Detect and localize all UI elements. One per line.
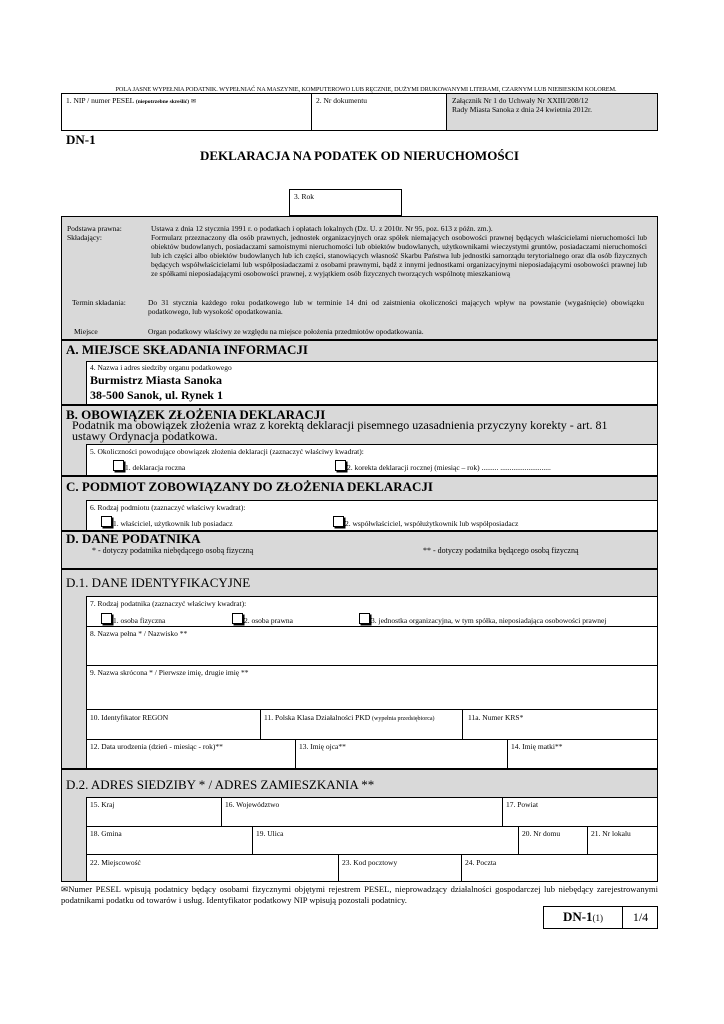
municipality-label: 18. Gmina [90, 829, 122, 838]
pkd-note: (wypełnia przedsiębiorca) [372, 716, 435, 722]
entity-type-field [86, 500, 658, 531]
section-d1-title: D.1. DANE IDENTYFIKACYJNE [66, 575, 251, 590]
birth-date-label: 12. Data urodzenia (dzień - miesiąc - rok)** [90, 742, 223, 751]
tax-office-label: 4. Nazwa i adres siedziby organu podatkowego [90, 363, 232, 372]
section-d2-title: D.2. ADRES SIEDZIBY * / ADRES ZAMIESZKANIA ** [66, 777, 375, 792]
section-b-note-line2: ustawy Ordynacja podatkowa. [72, 429, 218, 443]
section-c-title: C. PODMIOT ZOBOWIĄZANY DO ZŁOŻENIA DEKLARACJI [66, 479, 433, 494]
voivodeship-field[interactable] [221, 797, 503, 827]
father-name-field[interactable] [295, 739, 508, 769]
postal-code-field[interactable] [338, 854, 462, 882]
short-name-label: 9. Nazwa skrócona * / Pierwsze imię, drugie imię ** [90, 668, 249, 677]
option-organizational-unit[interactable]: 3. jednostka organizacyjna, w tym spółka, nieposiadająca osobowości prawnej [359, 613, 606, 626]
deadline-label: Termin składania: [72, 298, 126, 307]
option-correction[interactable]: 2. korekta deklaracji rocznej (miesiąc – rok) ......... ........................... [335, 460, 551, 473]
tax-office-field [86, 361, 658, 405]
section-d-title: D. DANE PODATNIKA [66, 531, 201, 546]
krs-field[interactable] [462, 709, 658, 740]
nip-field[interactable] [61, 93, 312, 131]
tax-office-address: 38-500 Sanok, ul. Rynek 1 [90, 388, 223, 402]
entity-type-label: 6. Rodzaj podmiotu (zaznaczyć właściwy kwadrat): [90, 503, 246, 512]
locality-field[interactable] [86, 854, 339, 882]
full-name-field[interactable] [86, 626, 658, 666]
checkbox-icon[interactable] [335, 460, 346, 471]
postal-code-label: 23. Kod pocztowy [342, 858, 398, 867]
footer-code-box [543, 906, 658, 929]
checkbox-icon[interactable] [101, 516, 112, 527]
nip-label: 1. NIP / numer PESEL [66, 96, 134, 105]
krs-label: 11a. Numer KRS* [468, 713, 524, 722]
checkbox-icon[interactable] [359, 613, 370, 624]
footer-code-suffix: (1) [592, 913, 604, 923]
place-label: Miejsce [74, 327, 98, 336]
short-name-field[interactable] [86, 665, 658, 710]
footnote: ✉Numer PESEL wpisują podatnicy będący osobami fizycznymi objętymi rejestrem PESEL, nieprowadzący działalności gospodarczej lub niebędący zarejestrowanymi podatnikami podatku od towarów i usług. Identyfikator podatkowy NIP wpisują pozostali podatnicy. [61, 884, 658, 905]
doc-number-field[interactable] [311, 93, 447, 131]
regon-label: 10. Identyfikator REGON [90, 713, 169, 722]
mother-name-field[interactable] [507, 739, 658, 769]
voivodeship-label: 16. Województwo [225, 800, 280, 809]
tax-office-name: Burmistrz Miasta Sanoka [90, 373, 222, 387]
section-b-title: B. OBOWIĄZEK ZŁOŻENIA DEKLARACJI [66, 407, 326, 422]
county-label: 17. Powiat [506, 800, 539, 809]
page-number: 1/4 [632, 910, 649, 924]
full-name-label: 8. Nazwa pełna * / Nazwisko ** [90, 629, 188, 638]
declaration-reason-label: 5. Okoliczności powodujące obowiązek złożenia deklaracji (zaznaczyć właściwy kwadrat): [90, 447, 364, 456]
taxpayer-type-field [86, 596, 658, 627]
filer-label: Składający: [67, 233, 102, 242]
basis-label: Podstawa prawna: [67, 224, 122, 233]
envelope-icon: ✉ [190, 99, 196, 105]
option-owner[interactable]: 1. właściciel, użytkownik lub posiadacz [101, 516, 233, 529]
footer-form-code: DN-1 [562, 909, 593, 924]
section-d-note-legal: * - dotyczy podatnika niebędącego osobą fizyczną [92, 546, 254, 555]
checkbox-icon[interactable] [101, 613, 112, 624]
pkd-field[interactable] [260, 709, 463, 740]
year-label: 3. Rok [294, 192, 315, 201]
footer-divider [622, 907, 623, 928]
section-d-note-natural: ** - dotyczy podatnika będącego osobą fizyczną [423, 546, 579, 555]
pkd-label: 11. Polska Klasa Działalności PKD [264, 713, 371, 722]
section-a-title: A. MIEJSCE SKŁADANIA INFORMACJI [66, 342, 308, 357]
street-label: 19. Ulica [256, 829, 284, 838]
option-co-owner[interactable]: 2. współwłaściciel, współużytkownik lub współposiadacz [333, 516, 518, 529]
year-field[interactable] [289, 189, 402, 216]
deadline-text: Do 31 stycznia każdego roku podatkowego lub w terminie 14 dni od zaistnienia okoliczności mających wpływ na powstanie (wygaśnięcie) obowiązku podatkowego, lub wysokość opodatkowania. [148, 298, 644, 316]
checkbox-icon[interactable] [232, 613, 243, 624]
post-office-field[interactable] [461, 854, 658, 882]
house-number-field[interactable] [518, 826, 588, 855]
checkbox-icon[interactable] [333, 516, 344, 527]
filer-text: Formularz przeznaczony dla osób prawnych, jednostek organizacyjnych oraz spółek niemających osobowości prawnej będących właścicielami nieruchomości lub obiektów budowlanych, posiadaczami samoistnymi nieruchomości lub obiektów budowlanych, użytkownikami wieczystymi gruntów, posiadaczami nieruchomości lub ich części albo obiektów budowlanych lub ich części, stanowiących własność Skarbu Państwa lub jednostki samorządu terytorialnego oraz dla osób fizycznych będących współwłaścicielami lub współposiadaczami z osobami prawnymi, bądź z innymi jednostkami organizacyjnymi nieposiadającymi osobowości prawnej lub ze spółkami nieposiadającymi osobowości prawnej, z wyjątkiem osób fizycznych tworzących wspólnotę mieszkaniową [151, 233, 647, 278]
attachment-line2: Rady Miasta Sanoka z dnia 24 kwietnia 2012r. [452, 105, 592, 114]
form-code: DN-1 [66, 132, 96, 147]
post-office-label: 24. Poczta [465, 858, 497, 867]
locality-label: 22. Miejscowość [90, 858, 141, 867]
doc-number-label: 2. Nr dokumentu [316, 96, 368, 105]
basis-text: Ustawa z dnia 12 stycznia 1991 r. o podatkach i opłatach lokalnych (Dz. U. z 2010r. Nr 95, poz. 613 z późn. zm.). [151, 224, 493, 233]
country-label: 15. Kraj [90, 800, 115, 809]
father-name-label: 13. Imię ojca** [299, 742, 346, 751]
option-natural-person[interactable]: 1. osoba fizyczna [101, 613, 165, 626]
option-legal-person[interactable]: 2. osoba prawna [232, 613, 293, 626]
municipality-field[interactable] [86, 826, 253, 855]
fill-instruction: POLA JASNE WYPEŁNIA PODATNIK. WYPEŁNIAĆ NA MASZYNIE, KOMPUTEROWO LUB RĘCZNIE, DUŻYMI DRUKOWANYMI LITERAMI, CZARNYM LUB NIEBIESKIM KOLOREM. [115, 86, 617, 93]
place-text: Organ podatkowy właściwy ze względu na miejsce położenia przedmiotów opodatkowania. [148, 327, 424, 336]
country-field[interactable] [86, 797, 222, 827]
nip-note: (niepotrzebne skreślić) [135, 99, 190, 105]
apartment-number-label: 21. Nr lokalu [591, 829, 631, 838]
apartment-number-field[interactable] [587, 826, 658, 855]
section-b-note-line1: Podatnik ma obowiązek złożenia wraz z korektą deklaracji pisemnego uzasadnienia przyczyny korekty - art. 81 [72, 418, 608, 432]
declaration-reason-field [86, 444, 658, 476]
county-field[interactable] [502, 797, 658, 827]
regon-field[interactable] [86, 709, 261, 740]
attachment-line1: Załącznik Nr 1 do Uchwały Nr XXIII/208/12 [452, 96, 589, 105]
birth-date-field[interactable] [86, 739, 296, 769]
page-title: DEKLARACJA NA PODATEK OD NIERUCHOMOŚCI [199, 148, 519, 163]
taxpayer-type-label: 7. Rodzaj podatnika (zaznaczyć właściwy kwadrat): [90, 599, 247, 608]
street-field[interactable] [252, 826, 519, 855]
mother-name-label: 14. Imię matki** [511, 742, 563, 751]
option-annual-declaration[interactable]: 1. deklaracja roczna [113, 460, 185, 473]
checkbox-icon[interactable] [113, 460, 124, 471]
house-number-label: 20. Nr domu [522, 829, 561, 838]
